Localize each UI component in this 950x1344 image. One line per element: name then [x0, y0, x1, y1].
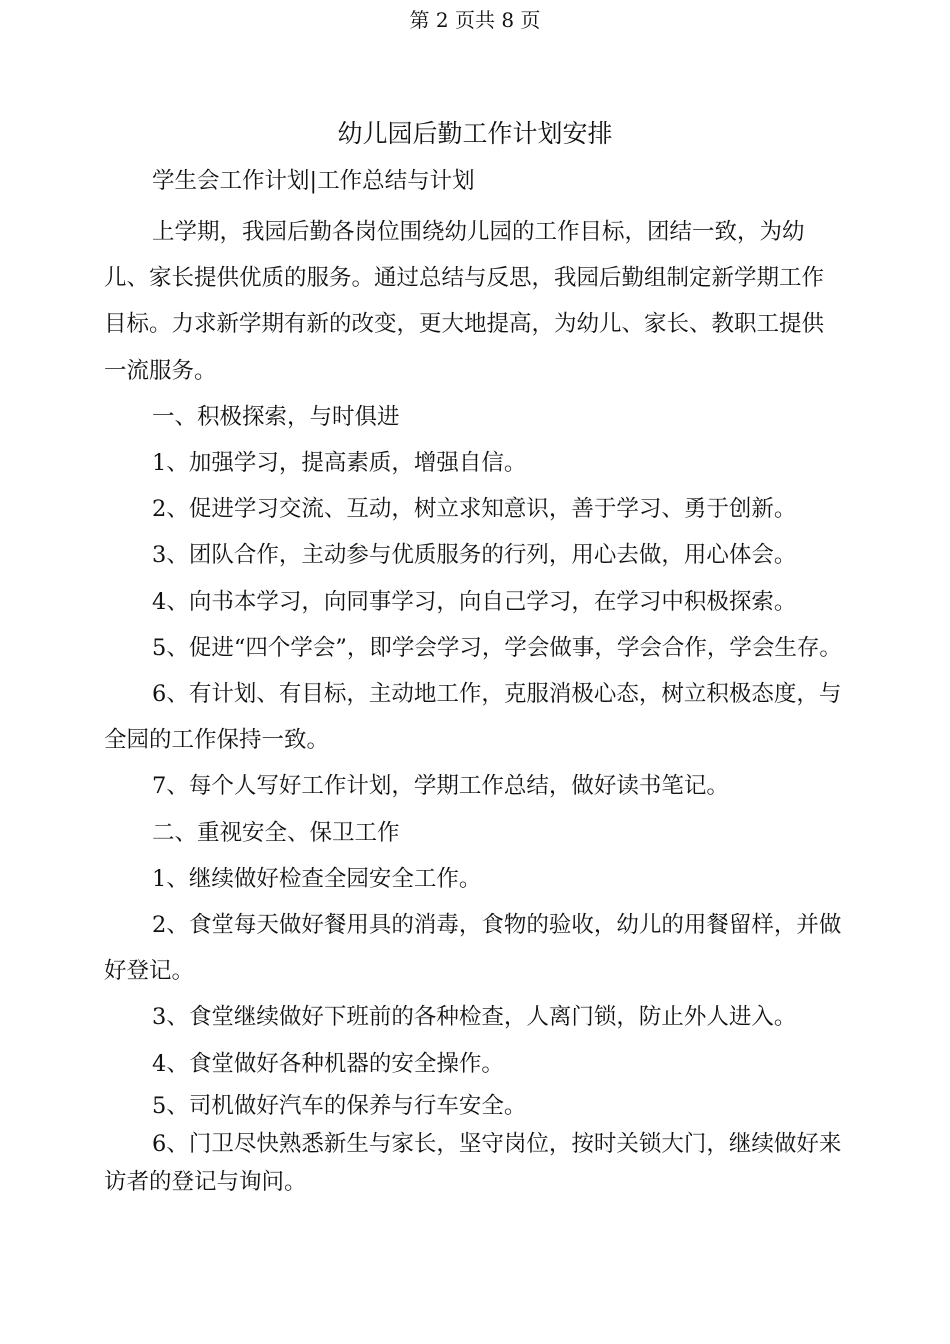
section-heading-2: 二、重视安全、保卫工作 [152, 819, 400, 846]
document-subtitle: 学生会工作计划|工作总结与计划 [152, 168, 475, 194]
list-item: 7、每个人写好工作计划，学期工作总结，做好读书笔记。 [152, 773, 729, 800]
list-item: 3、团队合作，主动参与优质服务的行列，用心去做，用心体会。 [152, 542, 797, 569]
list-item: 1、加强学习，提高素质，增强自信。 [152, 450, 527, 477]
list-item: 2、食堂每天做好餐用具的消毒，食物的验收，幼儿的用餐留样，并做好登记。 [104, 912, 842, 985]
list-item: 3、食堂继续做好下班前的各种检查，人离门锁，防止外人进入。 [152, 1004, 797, 1031]
list-item: 2、促进学习交流、互动，树立求知意识，善于学习、勇于创新。 [152, 496, 797, 523]
page-number-header: 第 2 页共 8 页 [409, 8, 541, 32]
list-item: 6、有计划、有目标，主动地工作，克服消极心态，树立积极态度，与全园的工作保持一致。 [104, 681, 842, 754]
list-item: 5、司机做好汽车的保养与行车安全。 [152, 1092, 527, 1119]
document-body [104, 209, 846, 1201]
section-heading-1: 一、积极探索，与时俱进 [152, 403, 400, 430]
list-item: 4、食堂做好各种机器的安全操作。 [152, 1050, 504, 1077]
document-title: 幼儿园后勤工作计划安排 [337, 119, 613, 148]
intro-paragraph: 上学期，我园后勤各岗位围绕幼儿园的工作目标，团结一致，为幼儿、家长提供优质的服务。通过总结与反思，我园后勤组制定新学期工作目标。力求新学期有新的改变，更大地提高，为幼儿、家长、教职工提供一流服务。 [104, 219, 825, 384]
list-item: 5、促进“四个学会”，即学会学习，学会做事，学会合作，学会生存。 [152, 634, 842, 661]
list-item: 1、继续做好检查全园安全工作。 [152, 865, 482, 892]
list-item: 6、门卫尽快熟悉新生与家长，坚守岗位，按时关锁大门，继续做好来访者的登记与询问。 [104, 1130, 842, 1195]
list-item: 4、向书本学习，向同事学习，向自己学习，在学习中积极探索。 [152, 588, 797, 615]
